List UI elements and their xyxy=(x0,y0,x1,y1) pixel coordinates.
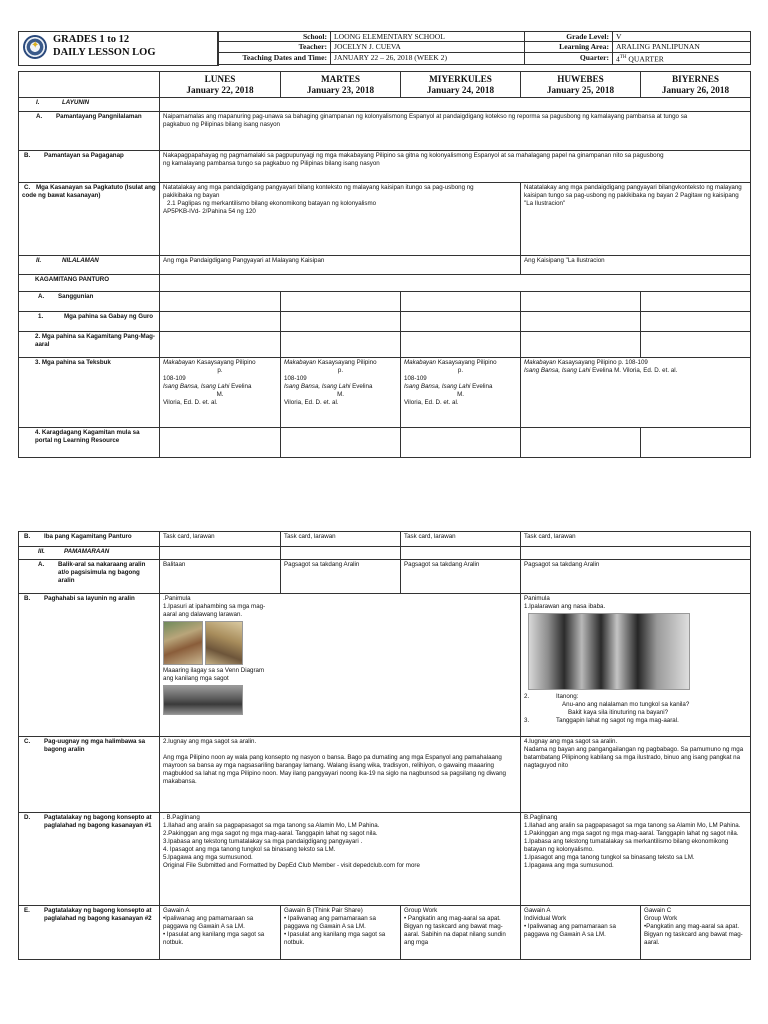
talakay2-lunes xyxy=(160,906,281,960)
iba-lunes: Task card, larawan xyxy=(160,532,281,547)
label-pag-uugnay xyxy=(19,737,160,813)
row-pamantayan-sa-pagaganap xyxy=(19,151,751,183)
row-letter: B. xyxy=(24,152,31,159)
text-line: Anu-ano ang nalalaman mo tungkol sa kanila? xyxy=(562,701,690,708)
day-martes xyxy=(281,72,401,98)
talakay1-huwebes xyxy=(521,813,751,906)
section-layunin xyxy=(19,98,160,112)
balik-huwebes: Pagsagot sa takdang Aralin xyxy=(521,560,751,594)
text-line: 4.Iugnay ang mga sagot sa aralin. xyxy=(524,738,618,745)
row-learning-resource xyxy=(19,428,751,458)
text-line: 1.Ipabasa ang tekstong tumatalakay sa merkantilismo bilang ekonomikong batayan ng kolonyalismo. xyxy=(524,838,729,853)
row-title: Pagtatalakay ng bagong konsepto at paglalahad ng bagong kasanayan #2 xyxy=(44,907,152,922)
row-letter: A. xyxy=(38,293,45,300)
book-line xyxy=(524,367,747,375)
row-title: Balik-aral sa nakaraang aralin at/o pagsisimula ng bagong aralin xyxy=(58,561,146,584)
day-date: January 26, 2018 xyxy=(661,84,730,95)
cell-empty xyxy=(521,547,751,560)
row-paghahabi xyxy=(19,594,751,737)
book2-title: Isang Bansa, Isang Lahi xyxy=(284,383,351,390)
text-line: 1.Pakinggan ang mga sagot ng mga mag-aaral. Tanggapin lahat ng sagot nila. xyxy=(524,830,739,837)
row-balik-aral xyxy=(19,560,751,594)
content-nilalaman-huwebes: Ang Kaisipang "La Ilustracion xyxy=(521,256,751,275)
title-line2: DAILY LESSON LOG xyxy=(53,47,156,58)
author-name: Viloria, Ed. D. et. al. xyxy=(284,399,339,406)
text-line: ng kamalayang pambansa tungo sa pagkabuo ng Pilipinas bilang isang nasyon xyxy=(163,160,380,167)
text-line: •Ipaliwanag ang pamamaraan sa paggawa ng Gawain A sa LM. xyxy=(163,915,254,930)
iba-huwebes: Task card, larawan xyxy=(521,532,751,547)
row-letter: D. xyxy=(24,814,31,821)
section-pamamaraan xyxy=(19,547,160,560)
text-paragraph: Ang mga Pilipino noon ay wala pang konsepto ng nasyon o bansa. Bago pa dumating ang mga Espanyol ang pamahalaang mayroon sa bansa ay mga nagsasariling barangay lamang. Walang iisang wika, tradisyon, relihiyon, o gawaing maaaring magbuklod sa lahat ng mga Pilipino noon. May ilang pangyayari noong ika-19 na siglo na nagbunsod sa pagsilang ng diwang makabansa. xyxy=(163,754,506,785)
book-line xyxy=(284,359,397,367)
text-line: • Ipasulat ang kanilang mga sagot sa notbuk. xyxy=(284,931,386,946)
cell-empty xyxy=(641,312,751,332)
school-label: School: xyxy=(218,32,331,42)
text-line: Natatalakay ang mga pandaigdigang pangyayari bilang konteksto ng malayang kaisipan itungo sa pag-usbong ng xyxy=(163,184,474,191)
author-initial: M. xyxy=(457,391,464,398)
text-line: Individual Work xyxy=(524,915,567,922)
text-line: Group Work xyxy=(404,907,438,914)
book-line xyxy=(163,359,277,367)
balik-martes: Pagsagot sa takdang Aralin xyxy=(281,560,401,594)
text-line: • Ipaliwanag ang pamamaraan sa paggawa ng Gawain A sa LM. xyxy=(284,915,376,930)
label-pamantayang-pangnilalaman xyxy=(19,112,160,151)
cell-empty xyxy=(160,312,281,332)
day-name: MARTES xyxy=(321,74,360,84)
uugnay-content xyxy=(160,737,521,813)
row-pamantayang-pangnilalaman xyxy=(19,112,751,151)
book1-subtitle: Kasaysayang Pilipino xyxy=(195,359,256,366)
book1-title: Makabayan xyxy=(163,359,195,366)
text-line: Panimula xyxy=(524,595,550,602)
comparison-images xyxy=(163,621,517,665)
corner-cell xyxy=(19,72,160,98)
row-letter: C. xyxy=(24,184,31,191)
text-line: 4. Ipasagot ang mga tanong tungkol sa binasang teksto sa LM. xyxy=(163,846,336,853)
cell-empty xyxy=(281,547,401,560)
row-title: Pag-uugnay ng mga halimbawa sa bagong aralin xyxy=(44,738,146,753)
balik-lunes: Balitaan xyxy=(160,560,281,594)
author-initial: M. xyxy=(337,391,344,398)
text-line: Gawain A xyxy=(163,907,190,914)
day-name: HUWEBES xyxy=(557,74,604,84)
section-nilalaman xyxy=(19,256,160,275)
talakay2-martes xyxy=(281,906,401,960)
text-line: pakikibaka ng bayan xyxy=(163,192,220,199)
cell-empty xyxy=(641,292,751,312)
market-scene-image xyxy=(163,621,203,665)
label-gabay-ng-guro xyxy=(19,312,160,332)
text-line: •Pangkatin ang mag-aaral sa apat. Bigyan ng taskcard ang bawat mag-aaral. xyxy=(644,923,743,946)
row-sanggunian xyxy=(19,292,751,312)
row-iba-pang-kagamitan xyxy=(19,532,751,547)
day-biyernes xyxy=(641,72,751,98)
book2-title: Isang Bansa, Isang Lahi xyxy=(163,383,230,390)
section-number: III. xyxy=(38,548,45,555)
book-line xyxy=(163,383,277,391)
row-number: 1. xyxy=(38,313,44,320)
book2-title: Isang Bansa, Isang Lahi xyxy=(404,383,471,390)
step-text: Itanong: xyxy=(556,693,579,700)
book2-author: Evelina xyxy=(350,383,373,390)
balik-miyerkules: Pagsagot sa takdang Aralin xyxy=(401,560,521,594)
street-scene-image xyxy=(205,621,243,665)
quarter-suffix: TH xyxy=(619,55,627,60)
step-number: 2. xyxy=(524,693,530,700)
quarter-value xyxy=(613,53,751,65)
area-label: Learning Area: xyxy=(525,42,613,53)
text-line: Group Work xyxy=(644,915,678,922)
quarter-label: Quarter: xyxy=(525,53,613,65)
teksbuk-lunes xyxy=(160,358,281,428)
uugnay-huwebes xyxy=(521,737,751,813)
deped-seal-logo: ✦ xyxy=(23,35,47,59)
row-letter: E. xyxy=(24,907,30,914)
book-line xyxy=(404,383,517,391)
layunin-content xyxy=(160,98,751,112)
text-line: 1.Ipasuri at ipahambing sa mga mag-aaral ang dalawang larawan. xyxy=(163,603,266,618)
text-line: AP5PKB-IVd- 2/Pahina 54 ng 120 xyxy=(163,208,256,215)
row-title: Pamantayang Pangnilalaman xyxy=(56,113,142,120)
day-date: January 22, 2018 xyxy=(186,84,254,95)
title-line1: GRADES 1 to 12 xyxy=(53,34,130,45)
row-title: Pagtatalakay ng bagong konsepto at paglalahad ng bagong kasanayan #1 xyxy=(44,814,152,829)
cell-empty xyxy=(401,547,521,560)
text-line: Gawain B (Think Pair Share) xyxy=(284,907,363,914)
lesson-log-table-page2 xyxy=(18,531,751,960)
school-value: LOONG ELEMENTARY SCHOOL xyxy=(331,32,525,42)
text-line xyxy=(524,717,747,725)
cell-empty xyxy=(641,428,751,458)
day-date: January 25, 2018 xyxy=(546,84,615,95)
cell-empty xyxy=(160,332,281,358)
book-page: p. xyxy=(217,367,223,374)
iba-martes: Task card, larawan xyxy=(281,532,401,547)
text-line: 5.Ipagawa ang mga sumusunod. xyxy=(163,854,253,861)
section-title: PAMAMARAAN xyxy=(64,548,110,555)
row-title: Mga Kasanayan sa Pagkatuto (Isulat ang code ng bawat kasanayan) xyxy=(22,184,156,199)
cell-empty xyxy=(401,312,521,332)
day-huwebes xyxy=(521,72,641,98)
label-sanggunian xyxy=(19,292,160,312)
text-line: • Pangkatin ang mag-aaral sa apat. Bigyan ng taskcard ang bawat mag-aaral. Sabihin na dapat nilang sundin ang mga xyxy=(404,915,506,946)
text-line: • Ipasulat ang kanilang mga sagot sa notbuk. xyxy=(163,931,265,946)
row-title: Pamantayan sa Pagaganap xyxy=(44,152,124,159)
book-page: p. xyxy=(457,367,464,374)
book1-subtitle: Kasaysayang Pilipino xyxy=(316,359,377,366)
cell-empty xyxy=(281,332,401,358)
row-kagamitang-panturo xyxy=(19,275,751,292)
book1-subtitle: Kasaysayang Pilipino xyxy=(556,359,617,366)
header-info-table xyxy=(217,31,751,65)
text-line: 1.Ilahad ang aralin sa pagpapasagot sa mga tanong sa Alamin Mo, LM Pahina. xyxy=(163,822,380,829)
book-page: p. xyxy=(337,367,344,374)
cell-empty xyxy=(401,428,521,458)
author-name: Viloria, Ed. D. et. al. xyxy=(163,399,218,406)
row-pag-uugnay xyxy=(19,737,751,813)
talakay1-content xyxy=(160,813,521,906)
content-nilalaman: Ang mga Pandaigdigang Pangyayari at Malayang Kaisipan xyxy=(160,256,521,275)
text-line: B.Paglinang xyxy=(524,814,558,821)
day-header-row xyxy=(19,72,751,98)
day-name: MIYERKULES xyxy=(429,74,492,84)
text-paragraph: Nadama ng bayan ang pangangailangan ng pagbabago. Sa pamumuno ng mga batambatang Pilipinong kabilang sa mga ilustrado, binuo ang isang pangkat na nagtaguyod nito xyxy=(524,746,744,769)
text-line: Maaaring ilagay sa sa Venn Diagram ang kanilang mga sagot xyxy=(163,667,265,682)
classroom-photo-image xyxy=(163,685,243,715)
book2-author: Evelina xyxy=(229,383,252,390)
label-talakay-1 xyxy=(19,813,160,906)
row-title: Sanggunian xyxy=(58,293,94,300)
section-number: I. xyxy=(36,99,40,106)
talakay2-miyerkules xyxy=(401,906,521,960)
cell-empty xyxy=(521,312,641,332)
day-date: January 24, 2018 xyxy=(426,84,495,95)
text-line: Gawain C xyxy=(644,907,672,914)
row-nilalaman xyxy=(19,256,751,275)
text-line: • Ipaliwanag ang pamamaraan sa paggawa ng Gawain A sa LM. xyxy=(524,923,616,938)
teksbuk-huwebes xyxy=(521,358,751,428)
day-date: January 23, 2018 xyxy=(306,84,375,95)
row-letter: A. xyxy=(36,113,43,120)
cell-empty xyxy=(281,312,401,332)
author-initial: M. xyxy=(216,391,224,398)
author-name: Viloria, Ed. D. et. al. xyxy=(404,399,459,406)
day-lunes xyxy=(160,72,281,98)
label-kagamitang-mag-aaral: 2. Mga pahina sa Kagamitang Pang-Mag-aaral xyxy=(19,332,160,358)
row-letter: B. xyxy=(24,533,31,540)
cell-empty xyxy=(521,428,641,458)
area-value: ARALING PANLIPUNAN xyxy=(613,42,751,53)
cell-empty xyxy=(521,292,641,312)
step-number: 3. xyxy=(524,717,530,724)
cell-empty xyxy=(401,292,521,312)
row-teksbuk xyxy=(19,358,751,428)
book1-title: Makabayan xyxy=(284,359,316,366)
row-title: Mga pahina sa Gabay ng Guro xyxy=(64,313,154,320)
book-pages: p. 108-109 xyxy=(616,359,648,366)
label-kagamitang-panturo: KAGAMITANG PANTURO xyxy=(19,275,160,292)
content-pamantayang-pangnilalaman xyxy=(160,112,751,151)
label-iba-pang-kagamitan xyxy=(19,532,160,547)
text-line: pagkabuo ng Pilipinas bilang isang nasyon xyxy=(163,121,280,128)
book-pages: 108-109 xyxy=(163,375,186,382)
text-line: 1.Ipagawa ang mga sumusunod. xyxy=(524,862,614,869)
text-line: 1.Ilahad ang aralin sa pagpapasagot sa mga tanong sa Alamin Mo, LM Pahina. xyxy=(524,822,741,829)
quarter-word: QUARTER xyxy=(626,54,664,64)
label-paghahabi xyxy=(19,594,160,737)
text-line: 2.1 Paglipas ng merkantilismo bilang ekonomikong batayan ng kolonyalismo xyxy=(167,200,377,207)
paghahabi-huwebes xyxy=(521,594,751,737)
text-line: 1.Ipasagot ang mga tanong tungkol sa binasang teksto sa LM. xyxy=(524,854,695,861)
talakay2-biyernes xyxy=(641,906,751,960)
section-title: LAYUNIN xyxy=(62,99,90,106)
section-number: II. xyxy=(36,257,42,264)
book1-subtitle: Kasaysayang Pilipino xyxy=(436,359,497,366)
content-kagamitang-panturo xyxy=(160,275,751,292)
book2-author: Evelina xyxy=(470,383,493,390)
day-name: LUNES xyxy=(204,74,236,84)
quarter-number: 4 xyxy=(616,54,620,64)
day-miyerkules xyxy=(401,72,521,98)
paghahabi-content xyxy=(160,594,521,737)
row-letter: B. xyxy=(24,595,31,602)
text-line xyxy=(524,693,747,701)
text-line: 2.Iugnay ang mga sagot sa aralin. xyxy=(163,738,257,745)
label-pamantayan-sa-pagaganap xyxy=(19,151,160,183)
text-line: Gawain A xyxy=(524,907,551,914)
row-kasanayan xyxy=(19,183,751,256)
label-balik-aral xyxy=(19,560,160,594)
label-kasanayan xyxy=(19,183,160,256)
row-kagamitang-mag-aaral xyxy=(19,332,751,358)
book2-title: Isang Bansa, Isang Lahi xyxy=(524,367,591,374)
grade-value: V xyxy=(613,32,751,42)
text-line: Bakit kaya sila itinuturing na bayani? xyxy=(568,709,669,716)
book-line xyxy=(524,359,747,367)
text-line: 2.Pakinggan ang mga sagot ng mga mag-aaral. Tanggapin lahat ng sagot nila. xyxy=(163,830,378,837)
book-line xyxy=(284,383,397,391)
book-pages: 108-109 xyxy=(284,375,307,382)
text-line: Naipamamalas ang mapanuring pag-unawa sa bahaging ginampanan ng kolonyalismong Espanyol at pandaigdigang kotekso ng reporma sa pagusbong ng kamalayang pambansa at tungo sa xyxy=(163,113,688,120)
label-teksbuk: 3. Mga pahina sa Teksbuk xyxy=(19,358,160,428)
content-kasanayan xyxy=(160,183,521,256)
teacher-label: Teacher: xyxy=(218,42,331,53)
text-line: . B.Paglinang xyxy=(163,814,200,821)
label-talakay-2 xyxy=(19,906,160,960)
cell-empty xyxy=(641,332,751,358)
teacher-value: JOCELYN J. CUEVA xyxy=(331,42,525,53)
row-title: Iba pang Kagamitang Panturo xyxy=(44,533,132,540)
text-line: .Panimula xyxy=(163,595,191,602)
label-learning-resource: 4. Karagdagang Kagamitan mula sa portal ng Learning Resource xyxy=(19,428,160,458)
book-pages: 108-109 xyxy=(404,375,427,382)
row-talakay-1 xyxy=(19,813,751,906)
dates-label: Teaching Dates and Time: xyxy=(218,53,331,65)
book-line xyxy=(404,359,517,367)
day-name: BIYERNES xyxy=(672,74,719,84)
cell-empty xyxy=(401,332,521,358)
grade-label: Grade Level: xyxy=(525,32,613,42)
cell-empty xyxy=(281,292,401,312)
cell-empty xyxy=(281,428,401,458)
row-layunin xyxy=(19,98,751,112)
text-line: Nakapagpapahayag ng pagmamalaki sa pagpupunyagi ng mga makabayang Pilipino sa gitna ng kolonyalismong Espanyol at sa mahalagang papel na ginampanan nito sa pagusbong xyxy=(163,152,664,159)
content-kasanayan-huwebes: Natatalakay ang mga pandaigdigang pangyayari bilangvkonteksto ng malayang kaisipan tungo sa pag-usbong ng pakikibaka ng bayan 2 Pagitaw ng kaisipang "La Ilustracion" xyxy=(521,183,751,256)
cell-empty xyxy=(521,332,641,358)
content-pamantayan-sa-pagaganap xyxy=(160,151,751,183)
text-line: 1.Ipalarawan ang nasa ibaba. xyxy=(524,603,606,610)
book2-author: Evelina M. Viloria, Ed. D. et. al. xyxy=(590,367,678,374)
cell-empty xyxy=(160,547,281,560)
iba-miyerkules: Task card, larawan xyxy=(401,532,521,547)
lesson-log-table-page1 xyxy=(18,71,751,458)
section-title: NILALAMAN xyxy=(62,257,99,264)
ilustrados-photo-image xyxy=(528,613,690,690)
dates-value: JANUARY 22 – 26, 2018 (WEEK 2) xyxy=(331,53,525,65)
row-letter: C. xyxy=(24,738,31,745)
talakay2-huwebes xyxy=(521,906,641,960)
row-title: Paghahabi sa layunin ng aralin xyxy=(44,595,135,602)
teksbuk-miyerkules xyxy=(401,358,521,428)
row-pamamaraan xyxy=(19,547,751,560)
cell-empty xyxy=(160,428,281,458)
step-text: Tanggapin lahat ng sagot ng mga mag-aaral. xyxy=(556,717,679,724)
row-talakay-2 xyxy=(19,906,751,960)
cell-empty xyxy=(160,292,281,312)
book1-title: Makabayan xyxy=(404,359,436,366)
row-letter: A. xyxy=(38,561,45,568)
header-title-box xyxy=(18,31,219,66)
row-gabay-ng-guro xyxy=(19,312,751,332)
teksbuk-martes xyxy=(281,358,401,428)
text-line: 3.Ipabasa ang tekstong tumatalakay sa mga pandaigdigang pangyayari . xyxy=(163,838,363,845)
text-line: Original File Submitted and Formatted by DepEd Club Member - visit depedclub.com for more xyxy=(163,862,420,869)
book1-title: Makabayan xyxy=(524,359,556,366)
